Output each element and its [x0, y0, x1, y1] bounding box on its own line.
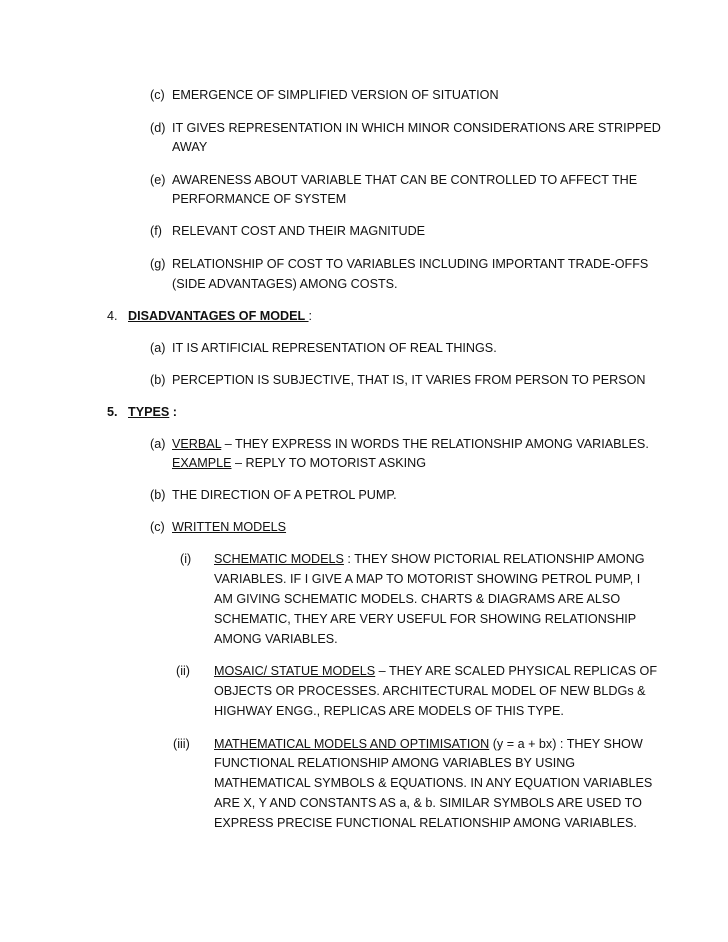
- term: MOSAIC/ STATUE MODELS: [214, 664, 376, 678]
- item-label: (a): [150, 437, 166, 451]
- subitem-label: (i): [180, 552, 192, 566]
- item-label: (d): [150, 121, 166, 135]
- section-heading: [128, 308, 312, 324]
- subitem-label: (iii): [173, 737, 190, 751]
- section-heading-text: TYPES: [128, 405, 170, 419]
- subitem-text: SCHEMATIC, THEY ARE VERY USEFUL FOR SHOWING RELATIONSHIP: [214, 612, 637, 626]
- section-heading-colon: :: [308, 309, 313, 323]
- term: EXAMPLE: [172, 456, 232, 470]
- item-text: [172, 436, 649, 452]
- subitem-text: HIGHWAY ENGG., REPLICAS ARE MODELS OF THIS TYPE.: [214, 704, 564, 718]
- item-label: (c): [150, 520, 165, 534]
- item-label: (g): [150, 257, 166, 271]
- item-label: (a): [150, 341, 166, 355]
- term: VERBAL: [172, 437, 222, 451]
- item-text: AWARENESS ABOUT VARIABLE THAT CAN BE CONTROLLED TO AFFECT THE: [172, 173, 638, 187]
- item-label: (f): [150, 224, 162, 238]
- section-heading: [128, 404, 177, 420]
- term-rest: – THEY EXPRESS IN WORDS THE RELATIONSHIP AMONG VARIABLES.: [221, 437, 649, 451]
- item-label: (b): [150, 373, 166, 387]
- item-text: (SIDE ADVANTAGES) AMONG COSTS.: [172, 277, 398, 291]
- item-label: (c): [150, 88, 165, 102]
- subitem-text: [214, 551, 645, 567]
- subitem-text: OBJECTS OR PROCESSES. ARCHITECTURAL MODEL OF NEW BLDGs &: [214, 684, 646, 698]
- item-text: IT IS ARTIFICIAL REPRESENTATION OF REAL THINGS.: [172, 341, 497, 355]
- section-number: 5.: [107, 405, 118, 419]
- subitem-text: FUNCTIONAL RELATIONSHIP AMONG VARIABLES BY USING: [214, 756, 576, 770]
- item-text: WRITTEN MODELS: [172, 520, 287, 534]
- item-text: PERFORMANCE OF SYSTEM: [172, 192, 347, 206]
- term: SCHEMATIC MODELS: [214, 552, 344, 566]
- subitem-text: ARE X, Y AND CONSTANTS AS a, & b. SIMILAR SYMBOLS ARE USED TO: [214, 796, 642, 810]
- subitem-text: EXPRESS PRECISE FUNCTIONAL RELATIONSHIP AMONG VARIABLES.: [214, 816, 637, 830]
- item-label: (b): [150, 488, 166, 502]
- section-heading-colon: :: [169, 405, 177, 419]
- term: MATHEMATICAL MODELS AND OPTIMISATION: [214, 737, 490, 751]
- item-text: [172, 455, 426, 471]
- item-text: RELATIONSHIP OF COST TO VARIABLES INCLUDING IMPORTANT TRADE-OFFS: [172, 257, 649, 271]
- term-rest: : THEY SHOW PICTORIAL RELATIONSHIP AMONG: [343, 552, 645, 566]
- term-rest: – REPLY TO MOTORIST ASKING: [231, 456, 427, 470]
- term-rest: – THEY ARE SCALED PHYSICAL REPLICAS OF: [375, 664, 658, 678]
- term-rest: (y = a + bx) : THEY SHOW: [489, 737, 643, 751]
- item-label: (e): [150, 173, 166, 187]
- subitem-label: (ii): [176, 664, 190, 678]
- subitem-text: AM GIVING SCHEMATIC MODELS. CHARTS & DIAGRAMS ARE ALSO: [214, 592, 621, 606]
- item-text: AWAY: [172, 140, 208, 154]
- subitem-text: VARIABLES. IF I GIVE A MAP TO MOTORIST SHOWING PETROL PUMP, I: [214, 572, 641, 586]
- item-text: EMERGENCE OF SIMPLIFIED VERSION OF SITUATION: [172, 88, 499, 102]
- item-text: PERCEPTION IS SUBJECTIVE, THAT IS, IT VARIES FROM PERSON TO PERSON: [172, 373, 646, 387]
- item-text: IT GIVES REPRESENTATION IN WHICH MINOR CONSIDERATIONS ARE STRIPPED: [172, 121, 661, 135]
- item-text: THE DIRECTION OF A PETROL PUMP.: [172, 488, 397, 502]
- section-heading-text: DISADVANTAGES OF MODEL: [128, 309, 309, 323]
- item-text: RELEVANT COST AND THEIR MAGNITUDE: [172, 224, 426, 238]
- subitem-text: [214, 663, 657, 679]
- subitem-text: MATHEMATICAL SYMBOLS & EQUATIONS. IN ANY EQUATION VARIABLES: [214, 776, 653, 790]
- subitem-text: AMONG VARIABLES.: [214, 632, 338, 646]
- section-number: 4.: [107, 309, 118, 323]
- subitem-text: [214, 736, 643, 752]
